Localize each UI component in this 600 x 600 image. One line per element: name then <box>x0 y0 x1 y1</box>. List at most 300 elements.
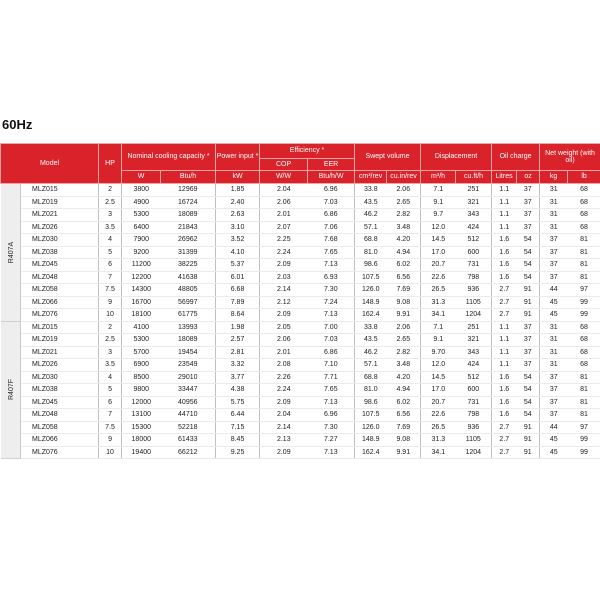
cell-swept-cuin: 2.06 <box>387 321 421 334</box>
cell-hp: 6 <box>99 259 122 272</box>
header-hp: HP <box>99 144 122 184</box>
cell-oil-litres: 1.1 <box>492 221 517 234</box>
table-row <box>1 284 600 297</box>
cell-weight-lb: 68 <box>568 359 600 372</box>
cell-swept-cm3: 81.0 <box>355 246 387 259</box>
cell-disp-m3h: 12.0 <box>421 221 456 234</box>
cell-oil-oz: 91 <box>517 284 540 297</box>
cell-eer: 6.86 <box>308 346 355 359</box>
refrigerant-label <box>1 184 21 322</box>
cell-weight-kg: 31 <box>540 209 568 222</box>
cell-cop: 2.25 <box>260 234 308 247</box>
cell-oil-oz: 54 <box>517 271 540 284</box>
cell-weight-kg: 31 <box>540 346 568 359</box>
cell-disp-cufth: 1204 <box>456 309 492 322</box>
cell-eer: 7.65 <box>308 246 355 259</box>
cell-power-kw: 8.45 <box>216 434 260 447</box>
table-row <box>1 434 600 447</box>
cell-disp-cufth: 936 <box>456 421 492 434</box>
cell-oil-litres: 2.7 <box>492 446 517 459</box>
cell-cooling-w: 5700 <box>122 346 161 359</box>
cell-model: MLZ045 <box>21 396 99 409</box>
cell-weight-kg: 37 <box>540 396 568 409</box>
cell-power-kw: 1.98 <box>216 321 260 334</box>
cell-model: MLZ066 <box>21 296 99 309</box>
cell-weight-lb: 81 <box>568 371 600 384</box>
cell-power-kw: 8.64 <box>216 309 260 322</box>
cell-disp-m3h: 9.1 <box>421 334 456 347</box>
cell-cooling-btuh: 61775 <box>161 309 216 322</box>
cell-disp-cufth: 424 <box>456 221 492 234</box>
cell-swept-cuin: 4.94 <box>387 246 421 259</box>
cell-model: MLZ076 <box>21 309 99 322</box>
unit-kg: kg <box>540 171 568 184</box>
cell-disp-m3h: 9.70 <box>421 346 456 359</box>
cell-oil-litres: 2.7 <box>492 296 517 309</box>
cell-cooling-btuh: 18089 <box>161 209 216 222</box>
cell-oil-oz: 91 <box>517 434 540 447</box>
cell-power-kw: 3.32 <box>216 359 260 372</box>
cell-disp-m3h: 20.7 <box>421 396 456 409</box>
table-row <box>1 346 600 359</box>
cell-weight-lb: 99 <box>568 296 600 309</box>
cell-cooling-btuh: 48805 <box>161 284 216 297</box>
cell-cooling-btuh: 12969 <box>161 184 216 197</box>
cell-weight-lb: 99 <box>568 309 600 322</box>
cell-oil-oz: 37 <box>517 221 540 234</box>
cell-disp-m3h: 26.5 <box>421 421 456 434</box>
cell-cooling-w: 5300 <box>122 209 161 222</box>
cell-power-kw: 5.75 <box>216 396 260 409</box>
table-row <box>1 271 600 284</box>
header-efficiency: Efficiency * <box>260 144 355 159</box>
cell-weight-lb: 81 <box>568 234 600 247</box>
cell-swept-cuin: 7.69 <box>387 421 421 434</box>
cell-oil-litres: 2.7 <box>492 434 517 447</box>
header-cooling-capacity: Nominal cooling capacity * <box>122 144 216 171</box>
cell-weight-lb: 99 <box>568 434 600 447</box>
cell-eer: 7.68 <box>308 234 355 247</box>
cell-disp-cufth: 321 <box>456 334 492 347</box>
cell-model: MLZ021 <box>21 209 99 222</box>
cell-cooling-btuh: 26962 <box>161 234 216 247</box>
table-row <box>1 384 600 397</box>
cell-power-kw: 4.38 <box>216 384 260 397</box>
cell-oil-oz: 37 <box>517 184 540 197</box>
cell-eer: 6.86 <box>308 209 355 222</box>
table-row <box>1 296 600 309</box>
cell-cop: 2.09 <box>260 396 308 409</box>
cell-eer: 7.30 <box>308 421 355 434</box>
cell-swept-cuin: 6.56 <box>387 271 421 284</box>
cell-cooling-btuh: 52218 <box>161 421 216 434</box>
cell-oil-litres: 1.6 <box>492 234 517 247</box>
cell-swept-cuin: 2.65 <box>387 334 421 347</box>
cell-swept-cuin: 9.91 <box>387 446 421 459</box>
cell-model: MLZ045 <box>21 259 99 272</box>
cell-swept-cuin: 4.20 <box>387 371 421 384</box>
cell-disp-m3h: 14.5 <box>421 371 456 384</box>
cell-hp: 10 <box>99 309 122 322</box>
table-row <box>1 246 600 259</box>
cell-disp-m3h: 22.6 <box>421 271 456 284</box>
cell-hp: 10 <box>99 446 122 459</box>
cell-cooling-btuh: 29010 <box>161 371 216 384</box>
cell-hp: 3 <box>99 209 122 222</box>
cell-eer: 7.30 <box>308 284 355 297</box>
cell-disp-cufth: 936 <box>456 284 492 297</box>
cell-power-kw: 3.10 <box>216 221 260 234</box>
cell-eer: 6.96 <box>308 409 355 422</box>
cell-swept-cuin: 6.02 <box>387 259 421 272</box>
cell-oil-oz: 91 <box>517 446 540 459</box>
cell-weight-kg: 37 <box>540 259 568 272</box>
cell-hp: 7 <box>99 409 122 422</box>
cell-hp: 2.5 <box>99 196 122 209</box>
unit-cufth: cu.ft/h <box>456 171 492 184</box>
cell-oil-litres: 1.1 <box>492 346 517 359</box>
cell-cop: 2.06 <box>260 196 308 209</box>
cell-swept-cm3: 33.8 <box>355 184 387 197</box>
cell-disp-cufth: 731 <box>456 259 492 272</box>
cell-oil-litres: 1.6 <box>492 396 517 409</box>
cell-eer: 7.71 <box>308 371 355 384</box>
cell-swept-cm3: 33.8 <box>355 321 387 334</box>
table-row <box>1 259 600 272</box>
table-row <box>1 359 600 372</box>
cell-oil-litres: 1.6 <box>492 259 517 272</box>
cell-swept-cm3: 68.8 <box>355 234 387 247</box>
cell-swept-cm3: 162.4 <box>355 309 387 322</box>
cell-oil-litres: 1.6 <box>492 409 517 422</box>
table-row <box>1 446 600 459</box>
table-row <box>1 196 600 209</box>
cell-weight-lb: 68 <box>568 221 600 234</box>
cell-eer: 7.13 <box>308 396 355 409</box>
cell-weight-lb: 81 <box>568 259 600 272</box>
unit-ww: W/W <box>260 171 308 184</box>
cell-weight-lb: 81 <box>568 246 600 259</box>
cell-cooling-w: 13100 <box>122 409 161 422</box>
cell-hp: 3.5 <box>99 359 122 372</box>
cell-oil-litres: 1.1 <box>492 334 517 347</box>
cell-cop: 2.09 <box>260 446 308 459</box>
cell-cooling-w: 18000 <box>122 434 161 447</box>
cell-hp: 7.5 <box>99 284 122 297</box>
cell-weight-kg: 31 <box>540 184 568 197</box>
cell-power-kw: 2.63 <box>216 209 260 222</box>
table-row <box>1 321 600 334</box>
cell-hp: 6 <box>99 396 122 409</box>
cell-cop: 2.04 <box>260 409 308 422</box>
cell-disp-cufth: 1105 <box>456 434 492 447</box>
cell-eer: 6.93 <box>308 271 355 284</box>
cell-power-kw: 6.68 <box>216 284 260 297</box>
cell-weight-kg: 45 <box>540 446 568 459</box>
cell-oil-litres: 1.6 <box>492 371 517 384</box>
cell-oil-oz: 37 <box>517 196 540 209</box>
cell-cop: 2.09 <box>260 259 308 272</box>
cell-model: MLZ019 <box>21 196 99 209</box>
cell-oil-oz: 37 <box>517 321 540 334</box>
unit-kw: kW <box>216 171 260 184</box>
cell-model: MLZ015 <box>21 184 99 197</box>
cell-cooling-w: 9800 <box>122 384 161 397</box>
cell-cooling-w: 3800 <box>122 184 161 197</box>
cell-swept-cuin: 2.82 <box>387 209 421 222</box>
unit-m3h: m³/h <box>421 171 456 184</box>
header-cop: COP <box>260 159 308 171</box>
cell-swept-cm3: 46.2 <box>355 209 387 222</box>
cell-oil-litres: 1.6 <box>492 271 517 284</box>
cell-oil-oz: 91 <box>517 309 540 322</box>
cell-eer: 7.03 <box>308 196 355 209</box>
cell-swept-cm3: 68.8 <box>355 371 387 384</box>
cell-power-kw: 2.40 <box>216 196 260 209</box>
cell-eer: 7.27 <box>308 434 355 447</box>
cell-cooling-w: 8500 <box>122 371 161 384</box>
cell-cooling-btuh: 40956 <box>161 396 216 409</box>
cell-weight-kg: 37 <box>540 271 568 284</box>
cell-model: MLZ026 <box>21 359 99 372</box>
cell-cooling-btuh: 31399 <box>161 246 216 259</box>
table-row <box>1 421 600 434</box>
cell-weight-kg: 37 <box>540 409 568 422</box>
cell-weight-lb: 81 <box>568 409 600 422</box>
cell-hp: 5 <box>99 246 122 259</box>
cell-hp: 3 <box>99 346 122 359</box>
cell-swept-cuin: 3.48 <box>387 359 421 372</box>
cell-cooling-btuh: 18089 <box>161 334 216 347</box>
cell-cooling-w: 18100 <box>122 309 161 322</box>
cell-cooling-w: 6900 <box>122 359 161 372</box>
cell-oil-litres: 1.1 <box>492 359 517 372</box>
cell-hp: 7.5 <box>99 421 122 434</box>
cell-disp-m3h: 34.1 <box>421 446 456 459</box>
cell-cop: 2.13 <box>260 434 308 447</box>
cell-cooling-w: 6400 <box>122 221 161 234</box>
cell-weight-lb: 97 <box>568 284 600 297</box>
cell-hp: 9 <box>99 296 122 309</box>
cell-model: MLZ038 <box>21 384 99 397</box>
cell-model: MLZ048 <box>21 409 99 422</box>
cell-eer: 7.03 <box>308 334 355 347</box>
cell-cop: 2.01 <box>260 346 308 359</box>
cell-oil-litres: 1.1 <box>492 321 517 334</box>
cell-weight-lb: 97 <box>568 421 600 434</box>
cell-weight-kg: 31 <box>540 221 568 234</box>
cell-model: MLZ066 <box>21 434 99 447</box>
cell-oil-oz: 91 <box>517 296 540 309</box>
cell-cooling-w: 15300 <box>122 421 161 434</box>
cell-eer: 7.13 <box>308 446 355 459</box>
cell-oil-oz: 54 <box>517 234 540 247</box>
cell-disp-m3h: 26.5 <box>421 284 456 297</box>
header-model: Model <box>1 144 99 184</box>
cell-disp-m3h: 17.0 <box>421 246 456 259</box>
cell-hp: 2 <box>99 321 122 334</box>
refrigerant-group-r407f <box>1 321 600 459</box>
cell-power-kw: 3.77 <box>216 371 260 384</box>
cell-swept-cuin: 6.56 <box>387 409 421 422</box>
unit-w: W <box>122 171 161 184</box>
header-net-weight: Net weight (with oil) <box>540 144 600 171</box>
cell-eer: 7.13 <box>308 259 355 272</box>
cell-disp-cufth: 251 <box>456 184 492 197</box>
cell-weight-lb: 68 <box>568 184 600 197</box>
cell-swept-cm3: 148.9 <box>355 296 387 309</box>
cell-cooling-btuh: 23549 <box>161 359 216 372</box>
cell-weight-lb: 68 <box>568 209 600 222</box>
cell-power-kw: 6.44 <box>216 409 260 422</box>
unit-oz: oz <box>517 171 540 184</box>
header-oil-charge: Oil charge <box>492 144 540 171</box>
cell-swept-cuin: 2.06 <box>387 184 421 197</box>
cell-oil-oz: 37 <box>517 346 540 359</box>
cell-disp-m3h: 9.7 <box>421 209 456 222</box>
cell-weight-lb: 68 <box>568 334 600 347</box>
cell-disp-cufth: 251 <box>456 321 492 334</box>
cell-swept-cm3: 81.0 <box>355 384 387 397</box>
cell-swept-cm3: 46.2 <box>355 346 387 359</box>
cell-hp: 3.5 <box>99 221 122 234</box>
cell-hp: 5 <box>99 384 122 397</box>
cell-swept-cm3: 148.9 <box>355 434 387 447</box>
cell-power-kw: 7.89 <box>216 296 260 309</box>
cell-oil-oz: 37 <box>517 334 540 347</box>
cell-weight-kg: 37 <box>540 246 568 259</box>
cell-oil-oz: 54 <box>517 246 540 259</box>
cell-disp-cufth: 600 <box>456 246 492 259</box>
cell-disp-cufth: 424 <box>456 359 492 372</box>
cell-hp: 2 <box>99 184 122 197</box>
refrigerant-name: R407F <box>7 379 15 401</box>
cell-disp-m3h: 22.6 <box>421 409 456 422</box>
table-row <box>1 221 600 234</box>
refrigerant-group-r407a <box>1 184 600 322</box>
cell-weight-kg: 31 <box>540 321 568 334</box>
cell-swept-cuin: 2.82 <box>387 346 421 359</box>
cell-swept-cm3: 43.5 <box>355 196 387 209</box>
cell-weight-kg: 37 <box>540 371 568 384</box>
cell-oil-oz: 54 <box>517 259 540 272</box>
cell-disp-m3h: 12.0 <box>421 359 456 372</box>
cell-cooling-btuh: 16724 <box>161 196 216 209</box>
cell-swept-cuin: 4.94 <box>387 384 421 397</box>
cell-swept-cm3: 43.5 <box>355 334 387 347</box>
cell-power-kw: 1.85 <box>216 184 260 197</box>
cell-power-kw: 9.25 <box>216 446 260 459</box>
cell-cop: 2.24 <box>260 384 308 397</box>
cell-model: MLZ058 <box>21 421 99 434</box>
cell-cop: 2.05 <box>260 321 308 334</box>
cell-weight-kg: 45 <box>540 309 568 322</box>
cell-model: MLZ015 <box>21 321 99 334</box>
cell-oil-litres: 2.7 <box>492 421 517 434</box>
cell-cop: 2.07 <box>260 221 308 234</box>
cell-disp-m3h: 31.3 <box>421 296 456 309</box>
cell-cooling-w: 5300 <box>122 334 161 347</box>
cell-weight-kg: 45 <box>540 296 568 309</box>
cell-hp: 4 <box>99 371 122 384</box>
cell-cooling-w: 4100 <box>122 321 161 334</box>
header-swept-volume: Swept volume <box>355 144 421 171</box>
cell-cooling-btuh: 66212 <box>161 446 216 459</box>
compressor-spec-table <box>0 143 600 459</box>
cell-hp: 9 <box>99 434 122 447</box>
cell-swept-cuin: 9.08 <box>387 296 421 309</box>
cell-cop: 2.09 <box>260 309 308 322</box>
cell-swept-cuin: 9.91 <box>387 309 421 322</box>
cell-hp: 7 <box>99 271 122 284</box>
cell-power-kw: 3.52 <box>216 234 260 247</box>
unit-btuh: Btu/h <box>161 171 216 184</box>
cell-cop: 2.01 <box>260 209 308 222</box>
cell-hp: 4 <box>99 234 122 247</box>
cell-oil-oz: 91 <box>517 421 540 434</box>
cell-cooling-w: 16700 <box>122 296 161 309</box>
cell-cop: 2.03 <box>260 271 308 284</box>
cell-disp-cufth: 798 <box>456 271 492 284</box>
header-power-input: Power input * <box>216 144 260 171</box>
cell-oil-oz: 54 <box>517 396 540 409</box>
cell-disp-m3h: 34.1 <box>421 309 456 322</box>
cell-swept-cuin: 7.69 <box>387 284 421 297</box>
header-eer: EER <box>308 159 355 171</box>
cell-disp-cufth: 1204 <box>456 446 492 459</box>
cell-weight-lb: 68 <box>568 196 600 209</box>
cell-cooling-btuh: 38225 <box>161 259 216 272</box>
cell-cooling-btuh: 19454 <box>161 346 216 359</box>
cell-disp-cufth: 321 <box>456 196 492 209</box>
table-row <box>1 184 600 197</box>
table-row <box>1 209 600 222</box>
cell-weight-lb: 68 <box>568 321 600 334</box>
cell-swept-cm3: 126.0 <box>355 284 387 297</box>
cell-cooling-btuh: 21843 <box>161 221 216 234</box>
cell-swept-cm3: 162.4 <box>355 446 387 459</box>
cell-swept-cm3: 57.1 <box>355 359 387 372</box>
cell-power-kw: 2.57 <box>216 334 260 347</box>
cell-weight-kg: 31 <box>540 334 568 347</box>
unit-lb: lb <box>568 171 600 184</box>
cell-disp-cufth: 798 <box>456 409 492 422</box>
cell-weight-kg: 31 <box>540 196 568 209</box>
refrigerant-name: R407A <box>7 241 15 263</box>
table-row <box>1 234 600 247</box>
cell-cooling-btuh: 44710 <box>161 409 216 422</box>
cell-cooling-w: 9200 <box>122 246 161 259</box>
cell-disp-cufth: 600 <box>456 384 492 397</box>
cell-cooling-w: 12000 <box>122 396 161 409</box>
cell-disp-cufth: 512 <box>456 234 492 247</box>
cell-model: MLZ030 <box>21 234 99 247</box>
cell-swept-cm3: 107.5 <box>355 409 387 422</box>
cell-oil-litres: 1.1 <box>492 184 517 197</box>
cell-cooling-w: 14300 <box>122 284 161 297</box>
cell-weight-kg: 44 <box>540 284 568 297</box>
cell-disp-cufth: 731 <box>456 396 492 409</box>
cell-swept-cuin: 2.65 <box>387 196 421 209</box>
cell-cop: 2.24 <box>260 246 308 259</box>
cell-cop: 2.14 <box>260 421 308 434</box>
cell-disp-m3h: 7.1 <box>421 184 456 197</box>
cell-oil-litres: 1.1 <box>492 196 517 209</box>
cell-swept-cuin: 9.08 <box>387 434 421 447</box>
header-displacement: Displacement <box>421 144 492 171</box>
cell-swept-cm3: 126.0 <box>355 421 387 434</box>
cell-weight-lb: 81 <box>568 396 600 409</box>
